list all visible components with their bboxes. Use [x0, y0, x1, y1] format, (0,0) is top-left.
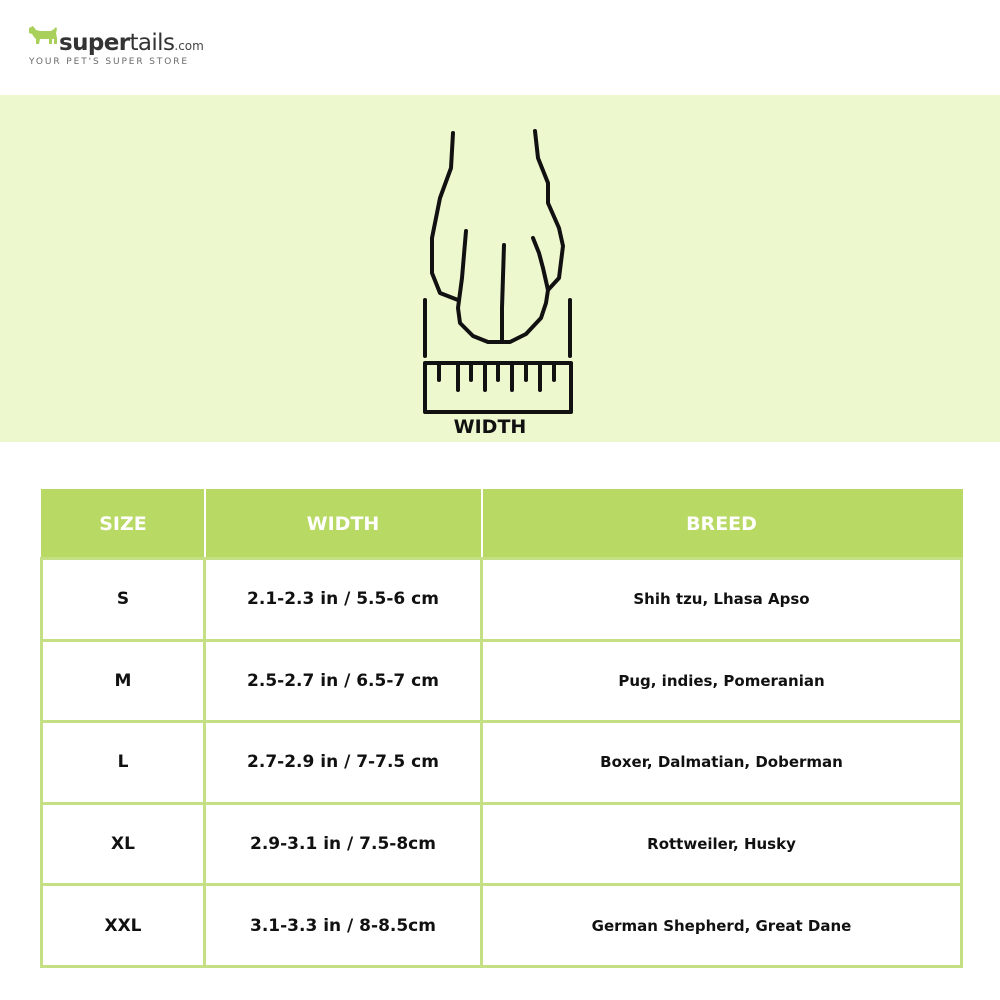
breed-column-header: BREED: [482, 490, 962, 559]
size-column-header: SIZE: [42, 490, 205, 559]
width-column-header: WIDTH: [205, 490, 482, 559]
paw-ruler-icon: [418, 128, 578, 418]
width-caption: WIDTH: [453, 416, 527, 438]
brand-name-bold: super: [59, 30, 130, 56]
breed-cell: Rottweiler, Husky: [482, 803, 962, 885]
width-cell: 2.7-2.9 in / 7-7.5 cm: [205, 722, 482, 804]
table-row: [42, 722, 962, 804]
breed-cell: Boxer, Dalmatian, Doberman: [482, 722, 962, 804]
table-row: [42, 803, 962, 885]
size-chart-table: [40, 489, 963, 968]
size-cell: S: [42, 559, 205, 641]
table-row: [42, 640, 962, 722]
brand-wordmark: [59, 32, 204, 55]
table-row: [42, 559, 962, 641]
width-cell: 3.1-3.3 in / 8-8.5cm: [205, 885, 482, 967]
brand-logo[interactable]: [27, 24, 227, 74]
width-cell: 2.1-2.3 in / 5.5-6 cm: [205, 559, 482, 641]
dog-icon: [27, 24, 59, 52]
size-cell: L: [42, 722, 205, 804]
breed-cell: Pug, indies, Pomeranian: [482, 640, 962, 722]
size-cell: XXL: [42, 885, 205, 967]
width-cell: 2.9-3.1 in / 7.5-8cm: [205, 803, 482, 885]
breed-cell: Shih tzu, Lhasa Apso: [482, 559, 962, 641]
brand-name-regular: tails: [129, 30, 175, 56]
table-header-row: [42, 490, 962, 559]
brand-tagline: YOUR PET'S SUPER STORE: [29, 57, 190, 67]
table-row: [42, 885, 962, 967]
size-cell: M: [42, 640, 205, 722]
size-cell: XL: [42, 803, 205, 885]
width-cell: 2.5-2.7 in / 6.5-7 cm: [205, 640, 482, 722]
breed-cell: German Shepherd, Great Dane: [482, 885, 962, 967]
brand-domain: .com: [174, 39, 204, 53]
